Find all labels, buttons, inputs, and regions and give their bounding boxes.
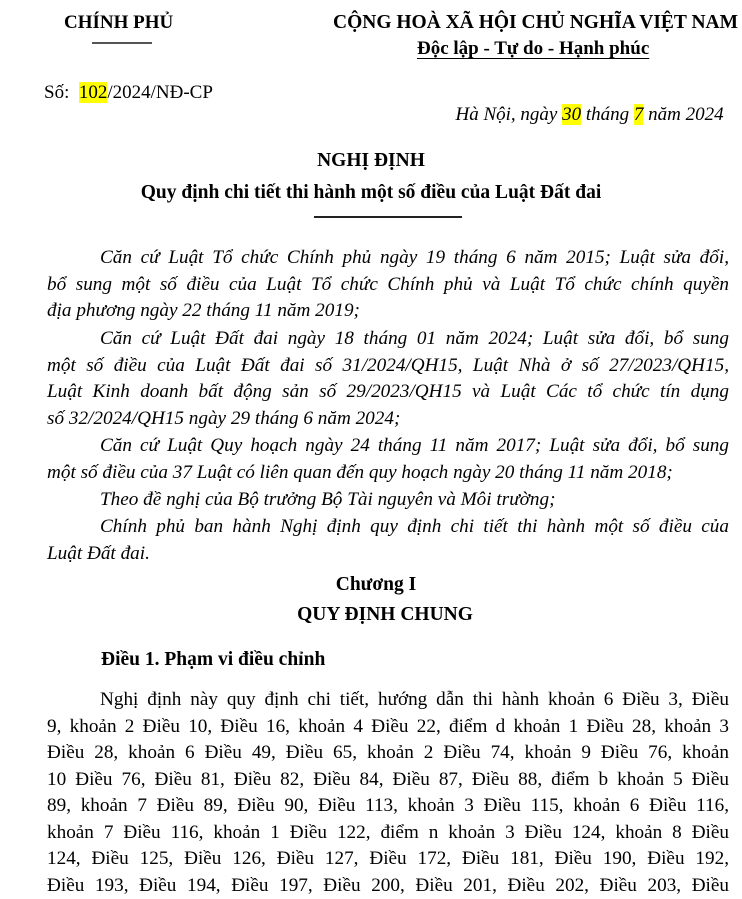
preamble-line: địa phương ngày 22 tháng 11 năm 2019; (47, 298, 729, 325)
national-title: CỘNG HOÀ XÃ HỘI CHỦ NGHĨA VIỆT NAM (333, 12, 738, 34)
chapter-label: Chương I (0, 574, 742, 596)
number-highlight: 102 (79, 82, 108, 103)
agency-underline (92, 42, 152, 44)
preamble-2 (47, 326, 729, 432)
issue-date (446, 82, 724, 126)
article-line: 124, Điều 125, Điều 126, Điều 127, Điều 172, Điều 181, Điều 190, Điều 192, (47, 846, 729, 873)
date-suffix: năm 2024 (643, 104, 723, 125)
preamble-line: Luật Đất đai. (47, 541, 729, 568)
preamble-4 (47, 487, 729, 514)
preamble-line: một số điều của 37 Luật có liên quan đến quy hoạch ngày 20 tháng 11 năm 2018; (47, 460, 729, 487)
preamble-line: Chính phủ ban hành Nghị định quy định chi tiết thi hành một số điều của (47, 514, 729, 541)
number-prefix: Số: (44, 82, 79, 103)
article-line: khoản 7 Điều 116, khoản 1 Điều 122, điểm n khoản 3 Điều 124, khoản 8 Điều (47, 820, 729, 847)
preamble-5 (47, 514, 729, 567)
preamble-3 (47, 433, 729, 486)
preamble-line: Căn cứ Luật Tổ chức Chính phủ ngày 19 tháng 6 năm 2015; Luật sửa đổi, (47, 245, 729, 272)
issuing-agency: CHÍNH PHỦ (64, 12, 173, 34)
date-mid: tháng (581, 104, 634, 125)
article-body (47, 687, 729, 899)
article-line: 10 Điều 76, Điều 81, Điều 82, Điều 84, Điều 87, Điều 88, điểm b khoản 5 Điều (47, 767, 729, 794)
article-line: 9, khoản 2 Điều 10, Điều 16, khoản 4 Điều 22, điểm d khoản 1 Điều 28, khoản 3 (47, 714, 729, 741)
article-line: Nghị định này quy định chi tiết, hướng dẫn thi hành khoản 6 Điều 3, Điều (47, 687, 729, 714)
article-line: Điều 193, Điều 194, Điều 197, Điều 200, Điều 201, Điều 202, Điều 203, Điều (47, 873, 729, 899)
document-subject: Quy định chi tiết thi hành một số điều của Luật Đất đai (0, 182, 742, 204)
preamble-line: Theo đề nghị của Bộ trưởng Bộ Tài nguyên và Môi trường; (47, 487, 729, 514)
title-separator (314, 216, 462, 218)
preamble-line: số 32/2024/QH15 ngày 29 tháng 6 năm 2024; (47, 406, 729, 433)
date-day-highlight: 30 (562, 104, 581, 125)
preamble-line: một số điều của Luật Đất đai số 31/2024/QH15, Luật Nhà ở số 27/2023/QH15, (47, 353, 729, 380)
preamble-line: Căn cứ Luật Đất đai ngày 18 tháng 01 năm 2024; Luật sửa đổi, bổ sung (47, 326, 729, 353)
article-line: 89, khoản 7 Điều 89, Điều 90, Điều 113, khoản 3 Điều 115, khoản 6 Điều 116, (47, 793, 729, 820)
preamble-line: Căn cứ Luật Quy hoạch ngày 24 tháng 11 năm 2017; Luật sửa đổi, bổ sung (47, 433, 729, 460)
number-suffix: /2024/NĐ-CP (107, 82, 213, 103)
date-prefix: Hà Nội, ngày (456, 104, 563, 125)
document-type: NGHỊ ĐỊNH (0, 150, 742, 172)
national-motto: Độc lập - Tự do - Hạnh phúc (417, 38, 649, 60)
article-heading: Điều 1. Phạm vi điều chỉnh (101, 649, 325, 671)
preamble-line: bổ sung một số điều của Luật Tổ chức Chính phủ và Luật Tổ chức chính quyền (47, 272, 729, 299)
document-number (44, 82, 213, 104)
article-line: Điều 28, khoản 6 Điều 49, Điều 65, khoản 2 Điều 74, khoản 9 Điều 76, khoản (47, 740, 729, 767)
date-month-highlight: 7 (634, 104, 644, 125)
preamble-line: Luật Kinh doanh bất động sản số 29/2023/QH15 và Luật Các tổ chức tín dụng (47, 379, 729, 406)
preamble-1 (47, 245, 729, 325)
chapter-title: QUY ĐỊNH CHUNG (0, 604, 742, 626)
